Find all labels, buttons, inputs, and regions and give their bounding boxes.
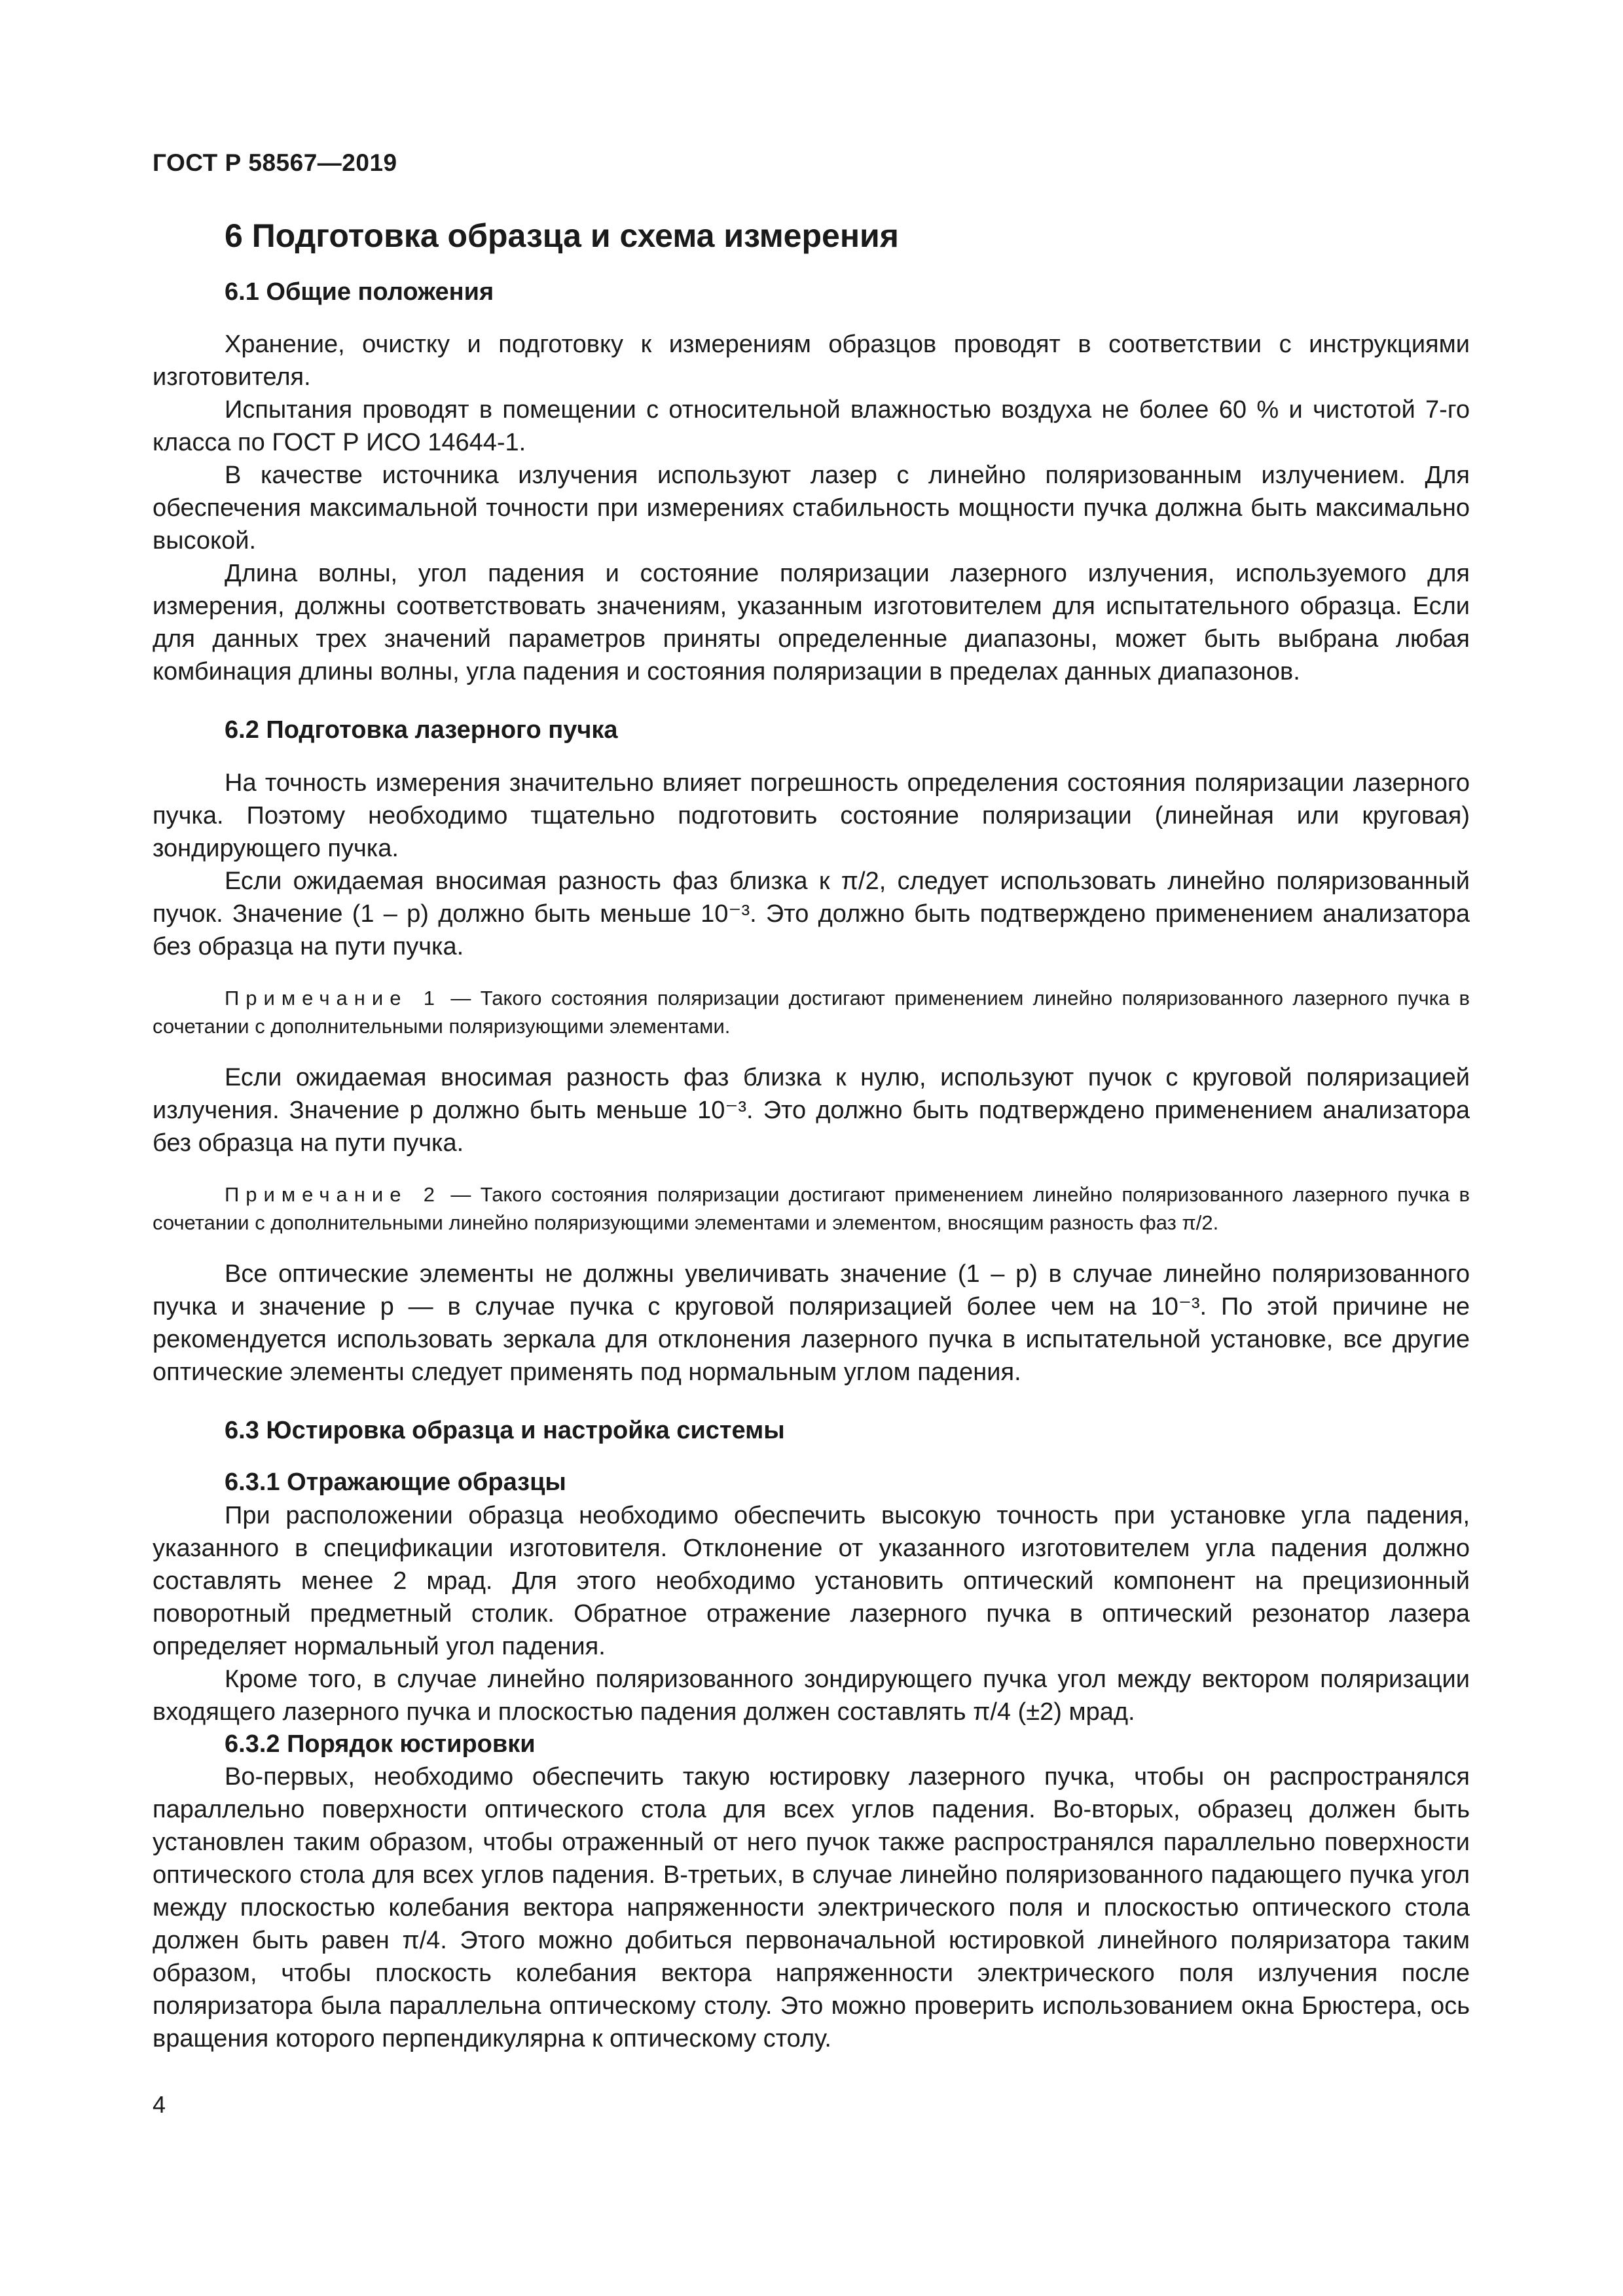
paragraph: Если ожидаемая вносимая разность фаз близка к π/2, следует использовать линейно поляризованный пучок. Значение (1 – p) должно быть меньше 10⁻³. Это должно быть подтверждено применением анализатора без образца на пути пучка. [153,867,1470,960]
paragraph: Испытания проводят в помещении с относительной влажностью воздуха не более 60 % и чистотой 7-го класса по ГОСТ Р ИСО 14644-1. [153,396,1470,457]
note-text: — Такого состояния поляризации достигают применением линейно поляризованного лазерного пучка в сочетании с дополнительными поляризующими элементами. [153,986,1470,1038]
paragraph: Хранение, очистку и подготовку к измерениям образцов проводят в соответствии с инструкциями изготовителя. [153,331,1470,392]
note-label: Примечание 1 [225,986,442,1010]
paragraph: На точность измерения значительно влияет погрешность определения состояния поляризации лазерного пучка. Поэтому необходимо тщательно подготовить состояние поляризации (линейная или круговая) зондирующего пучка. [153,769,1470,862]
note-1 [153,984,1470,1040]
paragraph: Кроме того, в случае линейно поляризованного зондирующего пучка угол между вектором поляризации входящего лазерного пучка и плоскостью падения должен составлять π/4 (±2) мрад. [153,1665,1470,1726]
paragraph: В качестве источника излучения используют лазер с линейно поляризованным излучением. Для обеспечения максимальной точности при измерениях стабильность мощности пучка должна быть максимально высокой. [153,462,1470,555]
section-6-3-2-title: 6.3.2 Порядок юстировки [225,1730,536,1758]
note-text: — Такого состояния поляризации достигают применением линейно поляризованного лазерного пучка в сочетании с дополнительными линейно поляризующими элементами и элементом, вносящим разность фаз π/2. [153,1182,1470,1234]
section-6-2-title: 6.2 Подготовка лазерного пучка [225,716,618,744]
note-label: Примечание 2 [225,1182,442,1206]
document-code-header: ГОСТ Р 58567—2019 [153,149,397,176]
paragraph: Длина волны, угол падения и состояние поляризации лазерного излучения, используемого для измерения, должны соответствовать значениям, указанным изготовителем для испытательного образца. Если для данных трех значений параметров приняты определенные диапазоны, может быть выбрана любая комбинация длины волны, угла падения и состояния поляризации в пределах данных диапазонов. [153,560,1470,686]
paragraph: Все оптические элементы не должны увеличивать значение (1 – p) в случае линейно поляризованного пучка и значение p — в случае пучка с круговой поляризацией более чем на 10⁻³. По этой причине не рекомендуется использовать зеркала для отклонения лазерного пучка в испытательной установке, все другие оптические элементы следует применять под нормальным углом падения. [153,1260,1470,1386]
section-6-3-title: 6.3 Юстировка образца и настройка системы [225,1416,785,1444]
section-6-title: 6 Подготовка образца и схема измерения [225,217,899,254]
section-6-3-1-title: 6.3.1 Отражающие образцы [225,1468,566,1497]
paragraph: При расположении образца необходимо обеспечить высокую точность при установке угла падения, указанного в спецификации изготовителя. Отклонение от указанного изготовителем угла падения должно составлять менее 2 мрад. Для этого необходимо установить оптический компонент на прецизионный поворотный предметный столик. Обратное отражение лазерного пучка в оптический резонатор лазера определяет нормальный угол падения. [153,1501,1470,1660]
document-body [153,216,1470,2055]
note-2 [153,1180,1470,1237]
page-number: 4 [153,2091,166,2118]
paragraph: Если ожидаемая вносимая разность фаз близка к нулю, используют пучок с круговой поляризацией излучения. Значение p должно быть меньше 10⁻³. Это должно быть подтверждено применением анализатора без образца на пути пучка. [153,1063,1470,1157]
section-6-1-title: 6.1 Общие положения [225,278,494,306]
paragraph: Во-первых, необходимо обеспечить такую юстировку лазерного пучка, чтобы он распространялся параллельно поверхности оптического стола для всех углов падения. Во-вторых, образец должен быть установлен таким образом, чтобы отраженный от него пучок также распространялся параллельно поверхности оптического стола для всех углов падения. В-третьих, в случае линейно поляризованного падающего пучка угол между плоскостью колебания вектора напряженности электрического поля и плоскостью оптического стола должен быть равен π/4. Этого можно добиться первоначальной юстировкой линейного поляризатора таким образом, чтобы плоскость колебания вектора напряженности электрического поля излучения после поляризатора была параллельна оптическому столу. Это можно проверить использованием окна Брюстера, ось вращения которого перпендикулярна к оптическому столу. [153,1762,1470,2052]
